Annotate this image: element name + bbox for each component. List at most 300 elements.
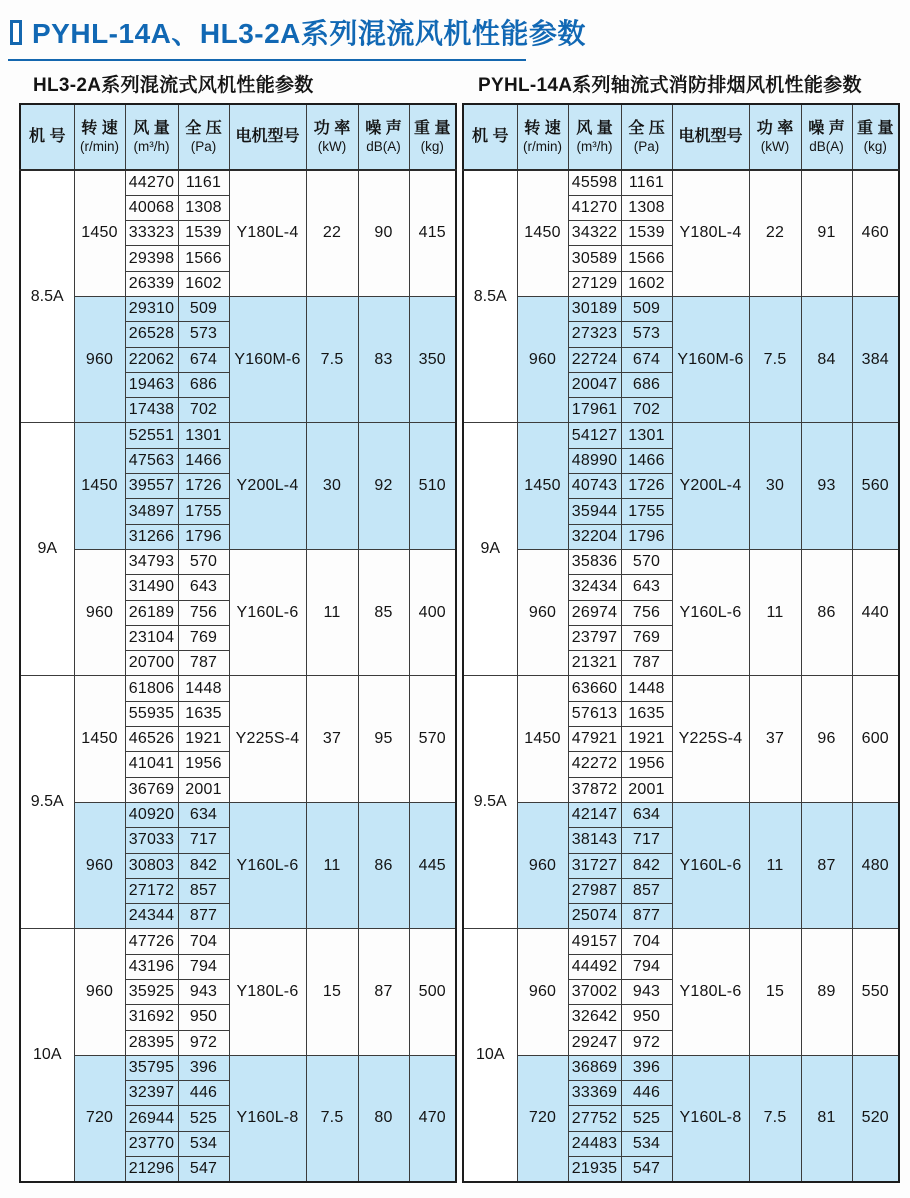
- airflow-cell: 47726: [125, 929, 178, 954]
- pressure-cell: 1796: [178, 524, 229, 549]
- column-header-unit: (kg): [420, 138, 444, 154]
- weight-cell: 460: [852, 170, 899, 296]
- column-header: [306, 104, 358, 170]
- motor-model-cell: Y200L-4: [229, 423, 306, 549]
- airflow-cell: 30189: [568, 296, 621, 321]
- model-cell: 9A: [463, 423, 517, 676]
- pressure-cell: 570: [621, 549, 672, 574]
- table-row: [463, 170, 899, 195]
- motor-model-cell: Y160M-6: [672, 296, 749, 422]
- column-header-label: 全 压: [628, 119, 665, 137]
- airflow-cell: 24344: [125, 904, 178, 929]
- pressure-cell: 717: [178, 828, 229, 853]
- page-title-bar: [8, 12, 586, 61]
- column-header-unit: (m³/h): [133, 138, 170, 154]
- column-header: [672, 104, 749, 170]
- column-header-label: 噪 声: [365, 119, 402, 137]
- airflow-cell: 28395: [125, 1030, 178, 1055]
- pressure-cell: 1539: [178, 221, 229, 246]
- rpm-cell: 1450: [517, 423, 568, 549]
- table-row: [463, 676, 899, 701]
- pressure-cell: 1539: [621, 221, 672, 246]
- motor-model-cell: Y160L-8: [229, 1055, 306, 1181]
- weight-cell: 520: [852, 1055, 899, 1181]
- pressure-cell: 1796: [621, 524, 672, 549]
- power-cell: 7.5: [306, 1055, 358, 1181]
- pressure-cell: 857: [178, 878, 229, 903]
- airflow-cell: 48990: [568, 448, 621, 473]
- airflow-cell: 34322: [568, 221, 621, 246]
- weight-cell: 350: [409, 296, 456, 422]
- motor-model-cell: Y180L-4: [229, 170, 306, 296]
- airflow-cell: 26189: [125, 600, 178, 625]
- noise-cell: 92: [358, 423, 409, 549]
- power-cell: 37: [749, 676, 801, 802]
- pressure-cell: 972: [178, 1030, 229, 1055]
- column-header: [568, 104, 621, 170]
- motor-model-cell: Y225S-4: [229, 676, 306, 802]
- pressure-cell: 756: [178, 600, 229, 625]
- airflow-cell: 27987: [568, 878, 621, 903]
- pressure-cell: 547: [621, 1157, 672, 1182]
- airflow-cell: 30589: [568, 246, 621, 271]
- pressure-cell: 943: [621, 980, 672, 1005]
- performance-table-hl3-2a: [19, 103, 457, 1183]
- pressure-cell: 1466: [178, 448, 229, 473]
- rpm-cell: 720: [517, 1055, 568, 1181]
- airflow-cell: 63660: [568, 676, 621, 701]
- column-header-unit: (m³/h): [576, 138, 613, 154]
- weight-cell: 470: [409, 1055, 456, 1181]
- column-header: [517, 104, 568, 170]
- column-header-label: 转 速: [524, 119, 561, 137]
- pressure-cell: 509: [178, 296, 229, 321]
- pressure-cell: 674: [178, 347, 229, 372]
- pressure-cell: 573: [178, 322, 229, 347]
- airflow-cell: 19463: [125, 372, 178, 397]
- pressure-cell: 1755: [621, 499, 672, 524]
- column-header-label: 功 率: [756, 119, 794, 137]
- table-row: [20, 423, 456, 448]
- model-cell: 10A: [20, 929, 74, 1182]
- airflow-cell: 45598: [568, 170, 621, 195]
- airflow-cell: 36869: [568, 1055, 621, 1080]
- pressure-cell: 2001: [621, 777, 672, 802]
- airflow-cell: 46526: [125, 727, 178, 752]
- column-header: [749, 104, 801, 170]
- pressure-cell: 534: [621, 1131, 672, 1156]
- motor-model-cell: Y225S-4: [672, 676, 749, 802]
- pressure-cell: 842: [178, 853, 229, 878]
- header-row: [463, 104, 899, 170]
- pressure-cell: 1566: [621, 246, 672, 271]
- rpm-cell: 960: [517, 296, 568, 422]
- pressure-cell: 446: [621, 1081, 672, 1106]
- pressure-cell: 756: [621, 600, 672, 625]
- airflow-cell: 30803: [125, 853, 178, 878]
- weight-cell: 550: [852, 929, 899, 1055]
- airflow-cell: 49157: [568, 929, 621, 954]
- pressure-cell: 787: [621, 651, 672, 676]
- power-cell: 15: [749, 929, 801, 1055]
- column-header: [463, 104, 517, 170]
- pressure-cell: 643: [621, 575, 672, 600]
- pressure-cell: 525: [178, 1106, 229, 1131]
- power-cell: 15: [306, 929, 358, 1055]
- airflow-cell: 61806: [125, 676, 178, 701]
- rpm-cell: 1450: [74, 676, 125, 802]
- weight-cell: 500: [409, 929, 456, 1055]
- airflow-cell: 29398: [125, 246, 178, 271]
- power-cell: 11: [306, 549, 358, 675]
- rpm-cell: 960: [74, 549, 125, 675]
- airflow-cell: 33323: [125, 221, 178, 246]
- pressure-cell: 573: [621, 322, 672, 347]
- airflow-cell: 44492: [568, 954, 621, 979]
- airflow-cell: 21935: [568, 1157, 621, 1182]
- pressure-cell: 547: [178, 1157, 229, 1182]
- column-header-unit: dB(A): [809, 138, 844, 154]
- pressure-cell: 446: [178, 1081, 229, 1106]
- column-header: [178, 104, 229, 170]
- pressure-cell: 674: [621, 347, 672, 372]
- pressure-cell: 509: [621, 296, 672, 321]
- airflow-cell: 37033: [125, 828, 178, 853]
- column-header-label: 重 量: [414, 119, 451, 137]
- model-cell: 9.5A: [463, 676, 517, 929]
- noise-cell: 95: [358, 676, 409, 802]
- pressure-cell: 769: [178, 625, 229, 650]
- power-cell: 7.5: [749, 296, 801, 422]
- pressure-cell: 1308: [178, 195, 229, 220]
- header-row: [20, 104, 456, 170]
- weight-cell: 415: [409, 170, 456, 296]
- noise-cell: 89: [801, 929, 852, 1055]
- pressure-cell: 794: [621, 954, 672, 979]
- model-cell: 8.5A: [463, 170, 517, 423]
- rpm-cell: 960: [517, 549, 568, 675]
- pressure-cell: 702: [621, 398, 672, 423]
- pressure-cell: 704: [621, 929, 672, 954]
- airflow-cell: 27752: [568, 1106, 621, 1131]
- pressure-cell: 1635: [178, 701, 229, 726]
- column-header-unit: (Pa): [633, 138, 660, 154]
- airflow-cell: 23797: [568, 625, 621, 650]
- model-cell: 9.5A: [20, 676, 74, 929]
- airflow-cell: 20700: [125, 651, 178, 676]
- pressure-cell: 950: [621, 1005, 672, 1030]
- pressure-cell: 769: [621, 625, 672, 650]
- pressure-cell: 525: [621, 1106, 672, 1131]
- airflow-cell: 23770: [125, 1131, 178, 1156]
- pressure-cell: 943: [178, 980, 229, 1005]
- motor-model-cell: Y180L-4: [672, 170, 749, 296]
- power-cell: 30: [749, 423, 801, 549]
- airflow-cell: 47921: [568, 727, 621, 752]
- pressure-cell: 396: [621, 1055, 672, 1080]
- column-header-unit: (kg): [863, 138, 887, 154]
- column-header: [409, 104, 456, 170]
- power-cell: 11: [306, 802, 358, 928]
- pressure-cell: 704: [178, 929, 229, 954]
- airflow-cell: 40920: [125, 802, 178, 827]
- airflow-cell: 40068: [125, 195, 178, 220]
- pressure-cell: 1602: [178, 271, 229, 296]
- column-header-label: 电机型号: [235, 128, 300, 145]
- rpm-cell: 960: [74, 296, 125, 422]
- noise-cell: 93: [801, 423, 852, 549]
- column-header: [852, 104, 899, 170]
- table-row: [20, 296, 456, 321]
- table-row: [463, 549, 899, 574]
- pressure-cell: 1956: [178, 752, 229, 777]
- table-row: [20, 1055, 456, 1080]
- rpm-cell: 960: [74, 929, 125, 1055]
- pressure-cell: 1301: [178, 423, 229, 448]
- airflow-cell: 33369: [568, 1081, 621, 1106]
- noise-cell: 96: [801, 676, 852, 802]
- motor-model-cell: Y160L-6: [672, 802, 749, 928]
- column-header-unit: (r/min): [80, 138, 119, 154]
- airflow-cell: 34793: [125, 549, 178, 574]
- pressure-cell: 1726: [621, 474, 672, 499]
- airflow-cell: 17961: [568, 398, 621, 423]
- column-header: [621, 104, 672, 170]
- noise-cell: 86: [358, 802, 409, 928]
- airflow-cell: 35944: [568, 499, 621, 524]
- model-cell: 9A: [20, 423, 74, 676]
- airflow-cell: 31490: [125, 575, 178, 600]
- weight-cell: 400: [409, 549, 456, 675]
- pressure-cell: 2001: [178, 777, 229, 802]
- weight-cell: 440: [852, 549, 899, 675]
- airflow-cell: 52551: [125, 423, 178, 448]
- table-row: [20, 802, 456, 827]
- pressure-cell: 1602: [621, 271, 672, 296]
- table-row: [463, 296, 899, 321]
- pressure-cell: 857: [621, 878, 672, 903]
- pressure-cell: 702: [178, 398, 229, 423]
- table-row: [463, 1055, 899, 1080]
- noise-cell: 91: [801, 170, 852, 296]
- column-header-label: 电机型号: [678, 128, 743, 145]
- pressure-cell: 534: [178, 1131, 229, 1156]
- pressure-cell: 1921: [621, 727, 672, 752]
- column-header: [358, 104, 409, 170]
- pressure-cell: 1448: [621, 676, 672, 701]
- weight-cell: 560: [852, 423, 899, 549]
- airflow-cell: 54127: [568, 423, 621, 448]
- pressure-cell: 686: [178, 372, 229, 397]
- pressure-cell: 634: [621, 802, 672, 827]
- airflow-cell: 37002: [568, 980, 621, 1005]
- column-header-unit: (kW): [317, 138, 347, 154]
- column-header-unit: (r/min): [523, 138, 562, 154]
- airflow-cell: 43196: [125, 954, 178, 979]
- pressure-cell: 1956: [621, 752, 672, 777]
- weight-cell: 570: [409, 676, 456, 802]
- airflow-cell: 32397: [125, 1081, 178, 1106]
- airflow-cell: 42147: [568, 802, 621, 827]
- column-header-label: 重 量: [857, 119, 894, 137]
- pressure-cell: 1635: [621, 701, 672, 726]
- rpm-cell: 1450: [74, 423, 125, 549]
- left-performance-table-container: [19, 103, 457, 1183]
- airflow-cell: 21321: [568, 651, 621, 676]
- noise-cell: 80: [358, 1055, 409, 1181]
- column-header: [20, 104, 74, 170]
- pressure-cell: 950: [178, 1005, 229, 1030]
- airflow-cell: 24483: [568, 1131, 621, 1156]
- table-row: [20, 676, 456, 701]
- airflow-cell: 31727: [568, 853, 621, 878]
- noise-cell: 81: [801, 1055, 852, 1181]
- pressure-cell: 1466: [621, 448, 672, 473]
- noise-cell: 85: [358, 549, 409, 675]
- airflow-cell: 29310: [125, 296, 178, 321]
- airflow-cell: 39557: [125, 474, 178, 499]
- pressure-cell: 787: [178, 651, 229, 676]
- motor-model-cell: Y180L-6: [229, 929, 306, 1055]
- weight-cell: 480: [852, 802, 899, 928]
- airflow-cell: 37872: [568, 777, 621, 802]
- motor-model-cell: Y200L-4: [672, 423, 749, 549]
- pressure-cell: 1161: [621, 170, 672, 195]
- motor-model-cell: Y160L-6: [229, 549, 306, 675]
- rpm-cell: 960: [517, 802, 568, 928]
- column-header-unit: (kW): [760, 138, 790, 154]
- pressure-cell: 1448: [178, 676, 229, 701]
- pressure-cell: 972: [621, 1030, 672, 1055]
- airflow-cell: 40743: [568, 474, 621, 499]
- performance-table-pyhl-14a: [462, 103, 900, 1183]
- column-header-unit: dB(A): [366, 138, 401, 154]
- column-header-label: 全 压: [185, 119, 222, 137]
- column-header: [229, 104, 306, 170]
- airflow-cell: 42272: [568, 752, 621, 777]
- weight-cell: 384: [852, 296, 899, 422]
- table-row: [463, 423, 899, 448]
- model-cell: 8.5A: [20, 170, 74, 423]
- power-cell: 22: [749, 170, 801, 296]
- pressure-cell: 794: [178, 954, 229, 979]
- airflow-cell: 32204: [568, 524, 621, 549]
- pressure-cell: 1921: [178, 727, 229, 752]
- motor-model-cell: Y160L-8: [672, 1055, 749, 1181]
- airflow-cell: 57613: [568, 701, 621, 726]
- pressure-cell: 1301: [621, 423, 672, 448]
- pressure-cell: 842: [621, 853, 672, 878]
- column-header: [74, 104, 125, 170]
- rpm-cell: 960: [74, 802, 125, 928]
- airflow-cell: 34897: [125, 499, 178, 524]
- power-cell: 22: [306, 170, 358, 296]
- airflow-cell: 25074: [568, 904, 621, 929]
- pressure-cell: 1161: [178, 170, 229, 195]
- airflow-cell: 26974: [568, 600, 621, 625]
- airflow-cell: 17438: [125, 398, 178, 423]
- airflow-cell: 23104: [125, 625, 178, 650]
- airflow-cell: 36769: [125, 777, 178, 802]
- airflow-cell: 38143: [568, 828, 621, 853]
- weight-cell: 600: [852, 676, 899, 802]
- rpm-cell: 960: [517, 929, 568, 1055]
- power-cell: 7.5: [306, 296, 358, 422]
- table-row: [20, 170, 456, 195]
- pressure-cell: 1566: [178, 246, 229, 271]
- airflow-cell: 22724: [568, 347, 621, 372]
- motor-model-cell: Y160M-6: [229, 296, 306, 422]
- motor-model-cell: Y180L-6: [672, 929, 749, 1055]
- airflow-cell: 26339: [125, 271, 178, 296]
- table-row: [463, 929, 899, 954]
- noise-cell: 87: [358, 929, 409, 1055]
- right-table-subtitle: PYHL-14A系列轴流式消防排烟风机性能参数: [478, 75, 862, 96]
- airflow-cell: 31692: [125, 1005, 178, 1030]
- power-cell: 11: [749, 549, 801, 675]
- weight-cell: 445: [409, 802, 456, 928]
- airflow-cell: 41270: [568, 195, 621, 220]
- pressure-cell: 634: [178, 802, 229, 827]
- airflow-cell: 35795: [125, 1055, 178, 1080]
- pressure-cell: 877: [178, 904, 229, 929]
- airflow-cell: 22062: [125, 347, 178, 372]
- pressure-cell: 877: [621, 904, 672, 929]
- column-header: [801, 104, 852, 170]
- power-cell: 30: [306, 423, 358, 549]
- airflow-cell: 35925: [125, 980, 178, 1005]
- rpm-cell: 1450: [517, 676, 568, 802]
- airflow-cell: 47563: [125, 448, 178, 473]
- pressure-cell: 686: [621, 372, 672, 397]
- rpm-cell: 1450: [517, 170, 568, 296]
- column-header: [125, 104, 178, 170]
- model-cell: 10A: [463, 929, 517, 1182]
- airflow-cell: 55935: [125, 701, 178, 726]
- pressure-cell: 1726: [178, 474, 229, 499]
- noise-cell: 90: [358, 170, 409, 296]
- rpm-cell: 720: [74, 1055, 125, 1181]
- airflow-cell: 26528: [125, 322, 178, 347]
- column-header-label: 机 号: [29, 128, 66, 145]
- airflow-cell: 27172: [125, 878, 178, 903]
- pressure-cell: 1308: [621, 195, 672, 220]
- pressure-cell: 570: [178, 549, 229, 574]
- power-cell: 37: [306, 676, 358, 802]
- airflow-cell: 32434: [568, 575, 621, 600]
- motor-model-cell: Y160L-6: [229, 802, 306, 928]
- left-table-subtitle: HL3-2A系列混流式风机性能参数: [33, 75, 314, 96]
- weight-cell: 510: [409, 423, 456, 549]
- airflow-cell: 35836: [568, 549, 621, 574]
- table-row: [20, 549, 456, 574]
- airflow-cell: 21296: [125, 1157, 178, 1182]
- airflow-cell: 31266: [125, 524, 178, 549]
- rpm-cell: 1450: [74, 170, 125, 296]
- power-cell: 7.5: [749, 1055, 801, 1181]
- column-header-label: 转 速: [81, 119, 118, 137]
- column-header-unit: (Pa): [190, 138, 217, 154]
- noise-cell: 83: [358, 296, 409, 422]
- column-header-label: 风 量: [576, 119, 613, 137]
- column-header-label: 风 量: [133, 119, 170, 137]
- airflow-cell: 20047: [568, 372, 621, 397]
- airflow-cell: 26944: [125, 1106, 178, 1131]
- airflow-cell: 32642: [568, 1005, 621, 1030]
- airflow-cell: 27323: [568, 322, 621, 347]
- noise-cell: 86: [801, 549, 852, 675]
- airflow-cell: 41041: [125, 752, 178, 777]
